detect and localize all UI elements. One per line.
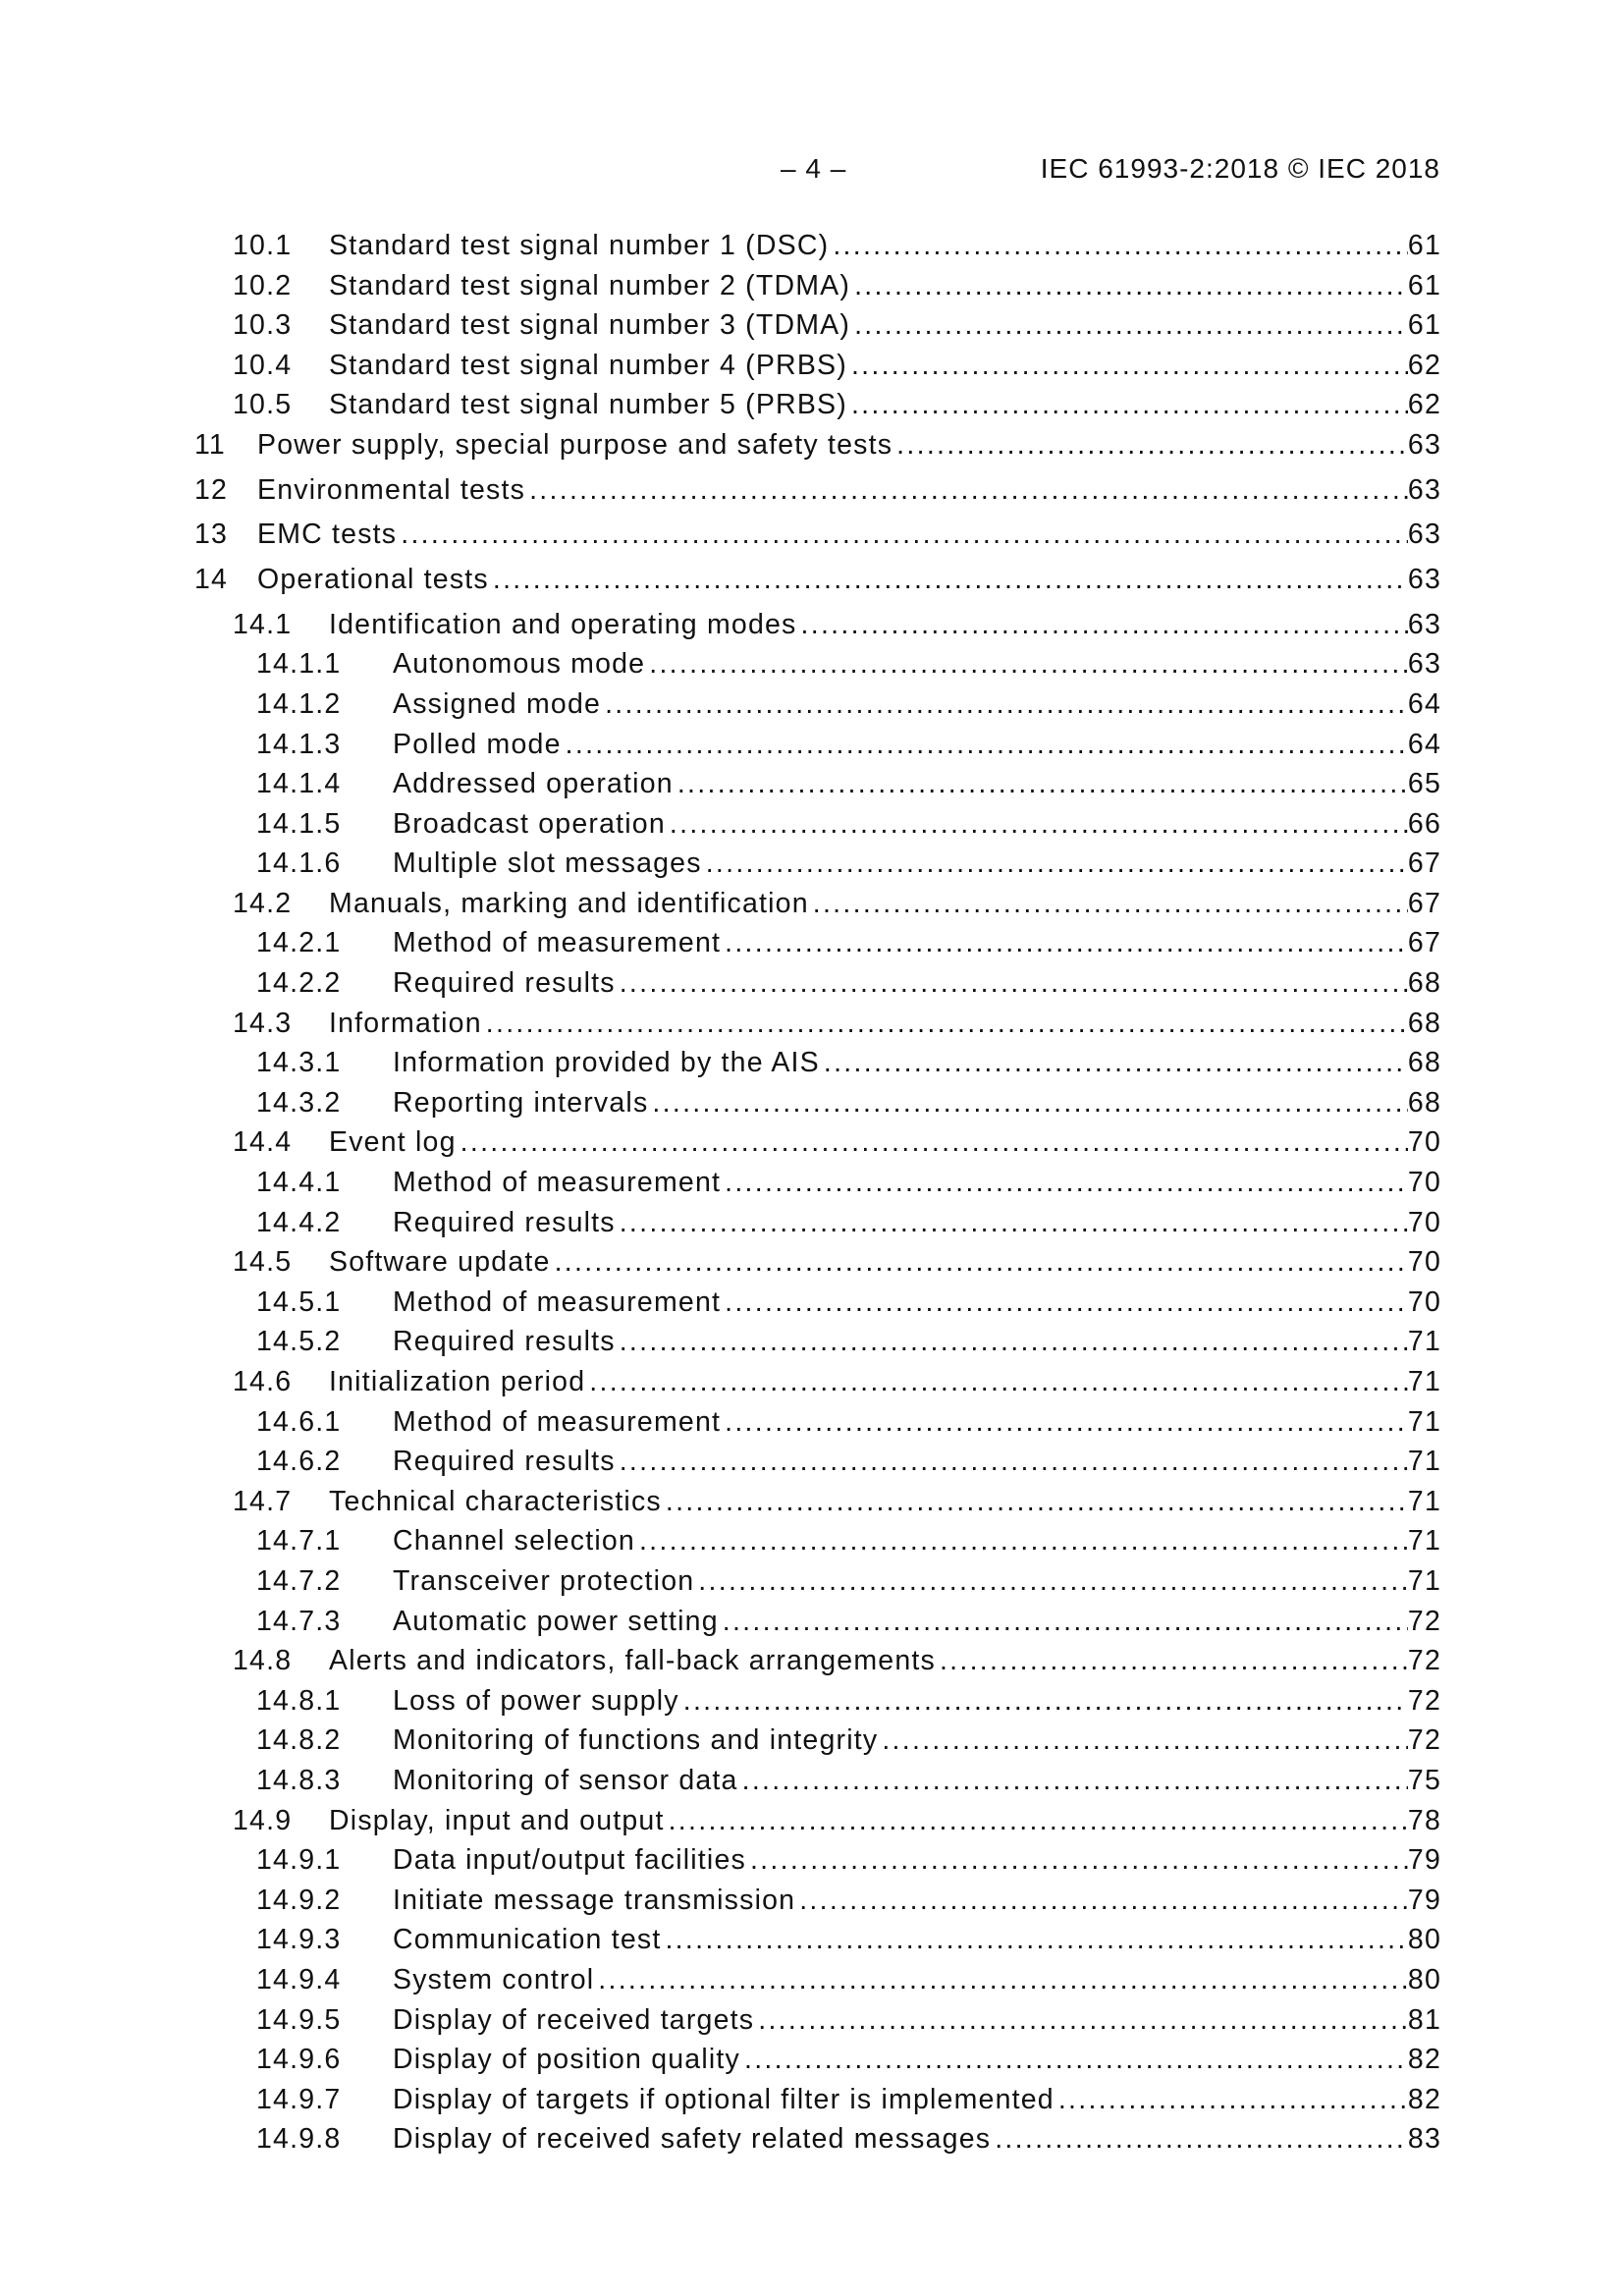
toc-entry-number: 14.5.1 — [256, 1285, 342, 1318]
toc-dot-leader — [639, 1525, 1408, 1558]
toc-entry-page: 72 — [1407, 1684, 1441, 1717]
toc-dot-leader — [725, 1406, 1408, 1439]
toc-entry-page: 68 — [1407, 1047, 1441, 1079]
toc-entry-page: 78 — [1407, 1804, 1441, 1836]
toc-entry-page: 71 — [1407, 1525, 1441, 1558]
toc-entry[interactable] — [194, 768, 1441, 808]
toc-entry-title: Initiate message transmission — [393, 1884, 796, 1916]
toc-entry-number: 14.4 — [233, 1126, 293, 1159]
toc-entry-page: 80 — [1407, 1924, 1441, 1956]
toc-dot-leader — [555, 1246, 1408, 1279]
toc-entry[interactable] — [194, 1765, 1441, 1805]
toc-entry-number: 14.1.1 — [256, 648, 342, 681]
toc-entry-number: 10.5 — [233, 389, 293, 421]
toc-dot-leader — [620, 1207, 1408, 1239]
toc-entry-title: Multiple slot messages — [393, 847, 702, 880]
toc-entry-title: Required results — [393, 1446, 616, 1478]
toc-entry-title: Standard test signal number 2 (TDMA) — [329, 269, 851, 301]
toc-entry[interactable] — [194, 1126, 1441, 1167]
toc-entry-page: 61 — [1407, 269, 1441, 301]
toc-entry-page: 63 — [1407, 608, 1441, 640]
toc-entry-page: 64 — [1407, 728, 1441, 760]
toc-dot-leader — [995, 2123, 1408, 2156]
toc-entry-number: 14.3.2 — [256, 1086, 342, 1119]
toc-dot-leader — [605, 688, 1408, 721]
toc-dot-leader — [851, 350, 1408, 382]
toc-entry-page: 82 — [1407, 2083, 1441, 2115]
toc-entry[interactable] — [194, 1805, 1441, 1845]
toc-entry-page: 82 — [1407, 2044, 1441, 2076]
toc-dot-leader — [725, 1167, 1408, 1199]
toc-dot-leader — [940, 1645, 1408, 1677]
toc-entry[interactable] — [194, 2084, 1441, 2124]
toc-entry-page: 71 — [1407, 1446, 1441, 1478]
toc-entry-page: 72 — [1407, 1645, 1441, 1677]
toc-entry-number: 14.6.2 — [256, 1446, 342, 1478]
toc-entry-title: Required results — [393, 1326, 616, 1358]
toc-entry[interactable] — [194, 1964, 1441, 2004]
toc-entry-title: Method of measurement — [393, 1285, 722, 1318]
toc-entry-page: 71 — [1407, 1564, 1441, 1597]
toc-entry-title: Initialization period — [329, 1366, 586, 1397]
toc-entry-title: System control — [393, 1963, 595, 1995]
toc-entry-number: 14.1.2 — [256, 687, 342, 720]
toc-entry-number: 13 — [194, 519, 229, 551]
toc-dot-leader — [813, 888, 1408, 920]
toc-entry[interactable] — [194, 1366, 1441, 1406]
toc-dot-leader — [683, 1685, 1408, 1718]
toc-dot-leader — [1058, 2084, 1408, 2116]
toc-entry-number: 14.8 — [233, 1645, 293, 1677]
toc-entry-page: 63 — [1407, 648, 1441, 681]
toc-entry-number: 14.1.4 — [256, 768, 342, 800]
toc-entry-page: 64 — [1407, 687, 1441, 720]
toc-dot-leader — [649, 648, 1408, 681]
toc-entry-number: 14.4.1 — [256, 1167, 342, 1199]
toc-entry-number: 14.2.2 — [256, 967, 342, 1000]
toc-entry-number: 14.8.3 — [256, 1764, 342, 1796]
toc-entry-page: 62 — [1407, 349, 1441, 381]
toc-entry-page: 67 — [1407, 887, 1441, 919]
toc-entry[interactable] — [194, 2123, 1441, 2163]
toc-dot-leader — [725, 1286, 1408, 1319]
toc-entry-number: 14 — [194, 564, 229, 596]
toc-entry[interactable] — [194, 350, 1441, 390]
toc-entry-number: 14.1.6 — [256, 847, 342, 880]
toc-entry-page: 71 — [1407, 1326, 1441, 1358]
toc-dot-leader — [401, 519, 1408, 551]
toc-entry[interactable] — [194, 474, 1441, 519]
toc-entry[interactable] — [194, 1486, 1441, 1526]
toc-entry[interactable] — [194, 1525, 1441, 1565]
toc-entry-title: Autonomous mode — [393, 648, 646, 681]
toc-dot-leader — [744, 2044, 1408, 2076]
toc-entry-title: Method of measurement — [393, 927, 722, 959]
toc-entry-number: 14.8.1 — [256, 1684, 342, 1717]
toc-entry[interactable] — [194, 1286, 1441, 1327]
toc-entry-number: 14.9.2 — [256, 1884, 342, 1916]
toc-dot-leader — [486, 1008, 1408, 1040]
toc-dot-leader — [666, 1486, 1408, 1518]
toc-entry-title: Broadcast operation — [393, 807, 666, 840]
toc-entry-number: 10.4 — [233, 349, 293, 381]
toc-entry-number: 14.2.1 — [256, 927, 342, 959]
toc-entry-page: 61 — [1407, 230, 1441, 261]
toc-entry-title: Monitoring of functions and integrity — [393, 1724, 879, 1757]
toc-entry-page: 68 — [1407, 1086, 1441, 1119]
toc-entry-title: Display of position quality — [393, 2044, 740, 2076]
toc-entry-number: 14.2 — [233, 887, 293, 919]
toc-entry-number: 14.9 — [233, 1804, 293, 1836]
toc-entry-page: 65 — [1407, 768, 1441, 800]
toc-dot-leader — [851, 389, 1408, 421]
toc-entry-title: Display of received targets — [393, 2003, 755, 2036]
toc-entry[interactable] — [194, 1606, 1441, 1646]
toc-entry[interactable] — [194, 1724, 1441, 1765]
toc-dot-leader — [706, 847, 1408, 880]
toc-entry-title: Event log — [329, 1126, 457, 1159]
toc-entry-title: Method of measurement — [393, 1405, 722, 1438]
toc-entry[interactable] — [194, 519, 1441, 564]
toc-entry-title: Manuals, marking and identification — [329, 887, 809, 919]
toc-entry-number: 14.6.1 — [256, 1405, 342, 1438]
toc-entry-page: 63 — [1407, 564, 1441, 596]
toc-entry[interactable] — [194, 1167, 1441, 1207]
toc-dot-leader — [598, 1964, 1408, 1996]
toc-entry-number: 14.4.2 — [256, 1206, 342, 1238]
toc-entry[interactable] — [194, 1885, 1441, 1925]
toc-entry-number: 11 — [194, 428, 226, 461]
toc-entry[interactable] — [194, 1446, 1441, 1486]
toc-entry[interactable] — [194, 1246, 1441, 1286]
toc-entry-page: 79 — [1407, 1884, 1441, 1916]
toc-dot-leader — [896, 429, 1408, 462]
toc-entry-title: Standard test signal number 4 (PRBS) — [329, 349, 847, 381]
toc-entry-number: 14.9.5 — [256, 2003, 342, 2036]
toc-dot-leader — [566, 729, 1408, 761]
toc-entry-title: Software update — [329, 1246, 551, 1279]
toc-entry-page: 61 — [1407, 309, 1441, 342]
toc-entry-page: 63 — [1407, 519, 1441, 551]
toc-entry-number: 10.2 — [233, 269, 293, 301]
toc-entry[interactable] — [194, 967, 1441, 1008]
toc-entry-number: 14.3.1 — [256, 1047, 342, 1079]
toc-entry-number: 14.7.3 — [256, 1605, 342, 1637]
toc-entry-number: 12 — [194, 473, 229, 506]
standard-reference: IEC 61993-2:2018 © IEC 2018 — [1040, 153, 1440, 184]
toc-entry-title: Standard test signal number 5 (PRBS) — [329, 389, 847, 421]
toc-entry[interactable] — [194, 847, 1441, 888]
toc-entry[interactable] — [194, 888, 1441, 928]
toc-entry-page: 70 — [1407, 1206, 1441, 1238]
toc-entry-title: EMC tests — [257, 519, 398, 551]
toc-entry-title: Power supply, special purpose and safety tests — [257, 428, 893, 461]
toc-entry-title: Monitoring of sensor data — [393, 1764, 738, 1796]
toc-entry[interactable] — [194, 429, 1441, 474]
toc-entry-number: 14.9.3 — [256, 1924, 342, 1956]
toc-entry-page: 68 — [1407, 1007, 1441, 1039]
toc-entry-title: Display of received safety related messages — [393, 2123, 992, 2156]
toc-entry[interactable] — [194, 729, 1441, 769]
toc-entry-page: 67 — [1407, 847, 1441, 880]
toc-dot-leader — [620, 967, 1408, 1000]
toc-entry-page: 72 — [1407, 1724, 1441, 1757]
toc-entry-title: Method of measurement — [393, 1167, 722, 1199]
toc-entry[interactable] — [194, 564, 1441, 609]
toc-dot-leader — [652, 1087, 1407, 1120]
page-header — [196, 153, 1440, 192]
toc-entry-number: 14.1.5 — [256, 807, 342, 840]
toc-entry-page: 70 — [1407, 1285, 1441, 1318]
toc-entry[interactable] — [194, 2004, 1441, 2045]
toc-entry[interactable] — [194, 1207, 1441, 1247]
toc-entry-title: Technical characteristics — [329, 1485, 662, 1517]
page-number: – 4 – — [781, 153, 847, 184]
toc-entry[interactable] — [194, 309, 1441, 350]
toc-entry-page: 71 — [1407, 1366, 1441, 1397]
toc-dot-leader — [670, 808, 1408, 841]
toc-entry[interactable] — [194, 1326, 1441, 1366]
table-of-contents — [194, 230, 1441, 2163]
toc-entry[interactable] — [194, 1844, 1441, 1885]
toc-entry[interactable] — [194, 1406, 1441, 1447]
toc-entry[interactable] — [194, 270, 1441, 310]
toc-dot-leader — [854, 270, 1408, 302]
toc-entry-number: 14.5.2 — [256, 1326, 342, 1358]
toc-dot-leader — [620, 1326, 1408, 1358]
toc-entry-number: 14.8.2 — [256, 1724, 342, 1757]
toc-entry-number: 10.1 — [233, 230, 293, 261]
toc-entry[interactable] — [194, 648, 1441, 688]
toc-entry[interactable] — [194, 2044, 1441, 2084]
toc-entry[interactable] — [194, 1924, 1441, 1964]
toc-entry[interactable] — [194, 1087, 1441, 1127]
toc-entry-title: Operational tests — [257, 564, 489, 596]
toc-dot-leader — [742, 1765, 1408, 1797]
toc-entry-page: 71 — [1407, 1405, 1441, 1438]
toc-dot-leader — [665, 1924, 1407, 1956]
toc-entry-title: Data input/output facilities — [393, 1844, 746, 1877]
toc-entry-number: 14.7.2 — [256, 1564, 342, 1597]
toc-entry-number: 14.6 — [233, 1366, 293, 1397]
toc-entry-title: Environmental tests — [257, 473, 526, 506]
toc-entry-number: 14.9.4 — [256, 1963, 342, 1995]
toc-entry[interactable] — [194, 927, 1441, 967]
toc-entry-page: 63 — [1407, 428, 1441, 461]
toc-entry-title: Required results — [393, 1206, 616, 1238]
toc-entry-page: 62 — [1407, 389, 1441, 421]
toc-dot-leader — [677, 768, 1408, 800]
toc-dot-leader — [725, 927, 1408, 959]
toc-entry[interactable] — [194, 389, 1441, 429]
toc-entry[interactable] — [194, 1685, 1441, 1725]
toc-entry-title: Loss of power supply — [393, 1684, 679, 1717]
toc-entry[interactable] — [194, 609, 1441, 649]
toc-entry-number: 14.1 — [233, 608, 293, 640]
toc-entry-page: 72 — [1407, 1605, 1441, 1637]
toc-entry-page: 63 — [1407, 473, 1441, 506]
toc-dot-leader — [698, 1565, 1408, 1598]
toc-entry-title: Addressed operation — [393, 768, 674, 800]
toc-entry-number: 10.3 — [233, 309, 293, 342]
toc-dot-leader — [529, 474, 1408, 507]
toc-entry-title: Polled mode — [393, 728, 562, 760]
toc-entry-title: Display of targets if optional filter is implemented — [393, 2083, 1055, 2115]
toc-entry-number: 14.7 — [233, 1485, 293, 1517]
toc-entry-page: 70 — [1407, 1246, 1441, 1279]
toc-entry-title: Information provided by the AIS — [393, 1047, 820, 1079]
toc-entry-number: 14.9.7 — [256, 2083, 342, 2115]
toc-dot-leader — [669, 1805, 1408, 1837]
toc-entry-page: 70 — [1407, 1126, 1441, 1159]
toc-entry-number: 14.9.8 — [256, 2123, 342, 2156]
toc-dot-leader — [723, 1606, 1408, 1638]
toc-entry-number: 14.1.3 — [256, 728, 342, 760]
toc-entry-title: Assigned mode — [393, 687, 602, 720]
toc-entry-title: Display, input and output — [329, 1804, 665, 1836]
toc-entry-title: Automatic power setting — [393, 1605, 719, 1637]
toc-entry-page: 66 — [1407, 807, 1441, 840]
toc-dot-leader — [620, 1446, 1408, 1478]
toc-entry-page: 83 — [1407, 2123, 1441, 2156]
toc-entry[interactable] — [194, 688, 1441, 729]
toc-entry-page: 71 — [1407, 1485, 1441, 1517]
toc-entry-page: 81 — [1407, 2003, 1441, 2036]
toc-dot-leader — [833, 230, 1408, 262]
toc-entry-page: 80 — [1407, 1963, 1441, 1995]
toc-dot-leader — [493, 564, 1408, 596]
toc-dot-leader — [824, 1047, 1408, 1079]
toc-dot-leader — [801, 609, 1408, 641]
toc-dot-leader — [799, 1885, 1408, 1917]
toc-dot-leader — [854, 309, 1408, 342]
toc-dot-leader — [882, 1724, 1408, 1757]
toc-entry-number: 14.7.1 — [256, 1525, 342, 1558]
toc-entry-page: 70 — [1407, 1167, 1441, 1199]
toc-entry-page: 79 — [1407, 1844, 1441, 1877]
toc-entry[interactable] — [194, 808, 1441, 848]
toc-entry-number: 14.5 — [233, 1246, 293, 1279]
toc-entry[interactable] — [194, 1565, 1441, 1606]
toc-entry-title: Required results — [393, 967, 616, 1000]
toc-entry-title: Identification and operating modes — [329, 608, 797, 640]
toc-entry-title: Channel selection — [393, 1525, 635, 1558]
toc-entry-number: 14.9.1 — [256, 1844, 342, 1877]
toc-entry-number: 14.3 — [233, 1007, 293, 1039]
toc-entry[interactable] — [194, 1645, 1441, 1685]
toc-entry-title: Standard test signal number 3 (TDMA) — [329, 309, 851, 342]
toc-entry-page: 68 — [1407, 967, 1441, 1000]
toc-entry-title: Alerts and indicators, fall-back arrangements — [329, 1645, 936, 1677]
toc-entry-title: Transceiver protection — [393, 1564, 695, 1597]
toc-entry[interactable] — [194, 1047, 1441, 1087]
toc-dot-leader — [589, 1366, 1408, 1398]
toc-entry-page: 75 — [1407, 1764, 1441, 1796]
toc-entry-title: Information — [329, 1007, 482, 1039]
toc-dot-leader — [750, 1844, 1408, 1877]
toc-entry-title: Communication test — [393, 1924, 662, 1956]
toc-entry-number: 14.9.6 — [256, 2044, 342, 2076]
toc-dot-leader — [758, 2004, 1408, 2037]
toc-entry[interactable] — [194, 1008, 1441, 1048]
toc-entry[interactable] — [194, 230, 1441, 270]
toc-entry-page: 67 — [1407, 927, 1441, 959]
toc-dot-leader — [460, 1126, 1408, 1159]
toc-entry-title: Standard test signal number 1 (DSC) — [329, 230, 830, 261]
toc-entry-title: Reporting intervals — [393, 1086, 649, 1119]
